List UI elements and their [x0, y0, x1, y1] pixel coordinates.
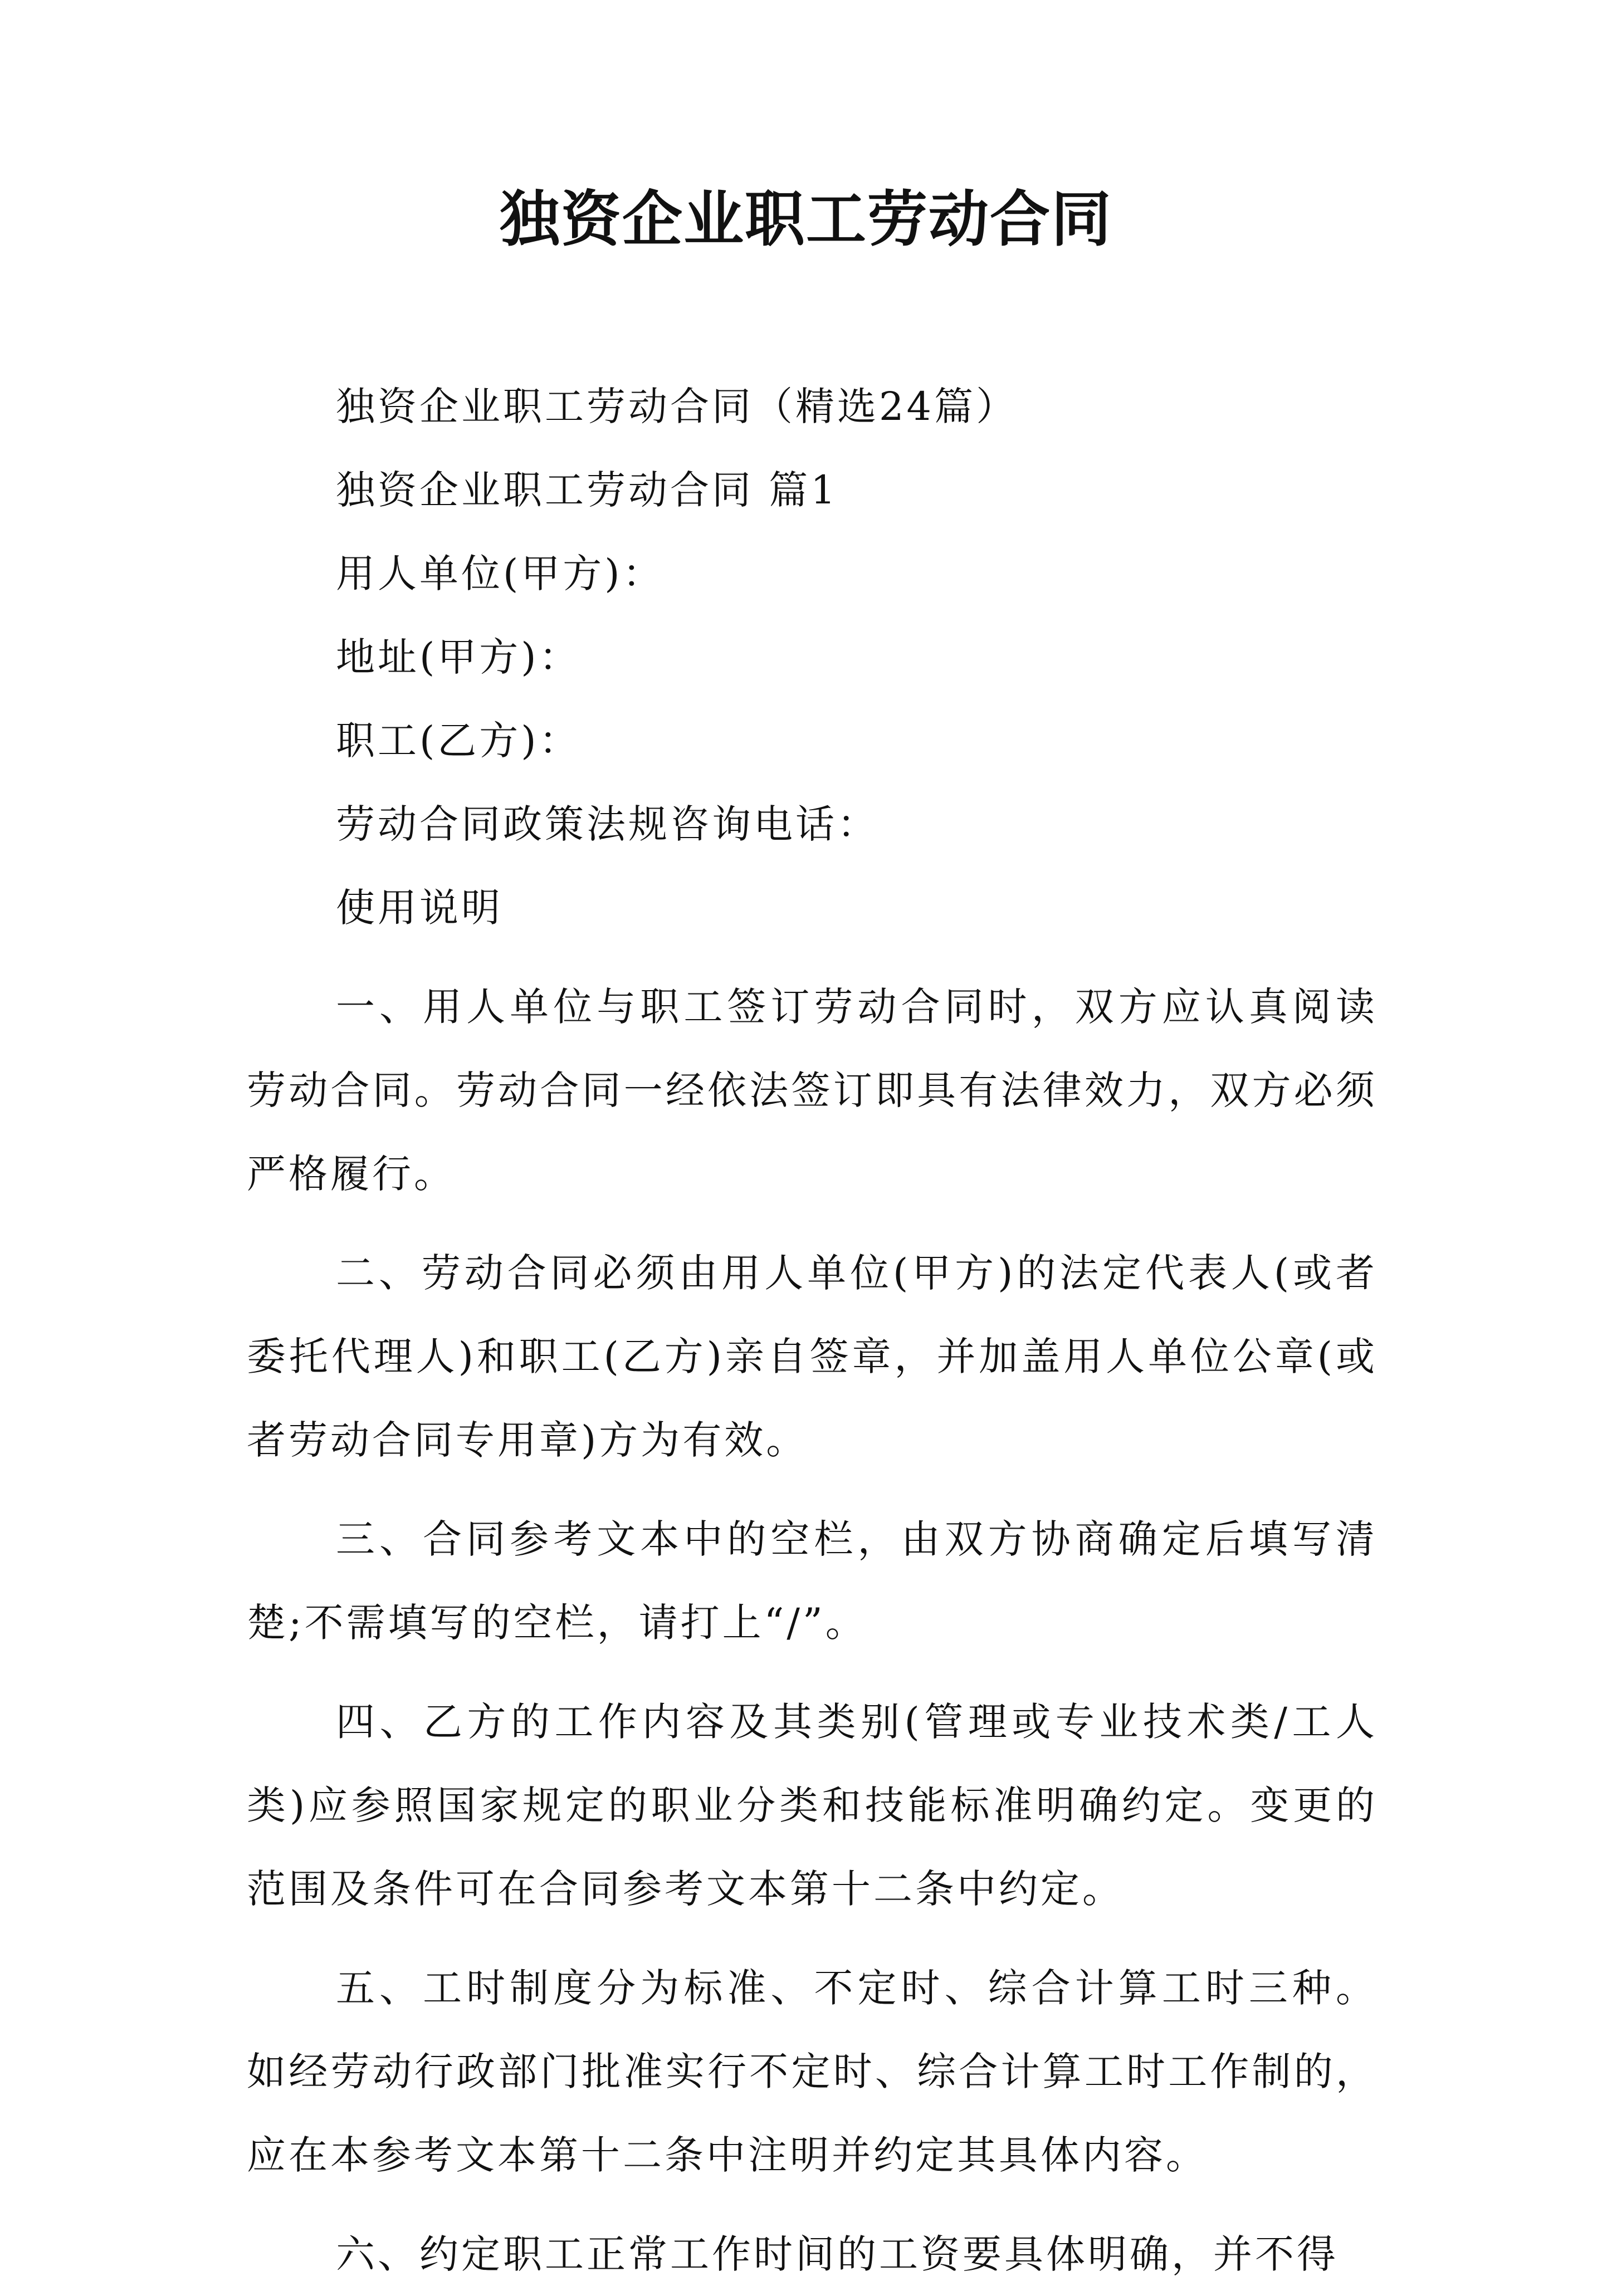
- instruction-paragraph: 一、用人单位与职工签订劳动合同时，双方应认真阅读劳动合同。劳动合同一经依法签订即具有法律效力，双方必须严格履行。: [247, 984, 1377, 1197]
- address-field: 地址(甲方)：: [336, 634, 581, 680]
- instruction-paragraph: 四、乙方的工作内容及其类别(管理或专业技术类/工人类)应参照国家规定的职业分类和技能标准明确约定。变更的范围及条件可在合同参考文本第十二条中约定。: [247, 1699, 1377, 1912]
- document-body: [247, 365, 1377, 2296]
- consult-phone-field: 劳动合同政策法规咨询电话：: [336, 801, 879, 847]
- instruction-paragraph: 三、合同参考文本中的空栏，由双方协商确定后填写清楚;不需填写的空栏，请打上“/”。: [247, 1516, 1377, 1646]
- employer-field: 用人单位(甲方)：: [336, 551, 665, 596]
- instructions-heading: 使用说明: [336, 885, 503, 931]
- document-title: 独资企业职工劳动合同: [499, 184, 1112, 254]
- employee-field: 职工(乙方)：: [336, 718, 581, 763]
- instruction-paragraph: 五、工时制度分为标准、不定时、综合计算工时三种。如经劳动行政部门批准实行不定时、综合计算工时工作制的，应在本参考文本第十二条中注明并约定其具体内容。: [247, 1965, 1377, 2178]
- instruction-paragraph: 六、约定职工正常工作时间的工资要具体明确，并不得: [336, 2231, 1339, 2277]
- subtitle-line: 独资企业职工劳动合同（精选24篇）: [336, 384, 1018, 429]
- section-heading: 独资企业职工劳动合同 篇1: [336, 467, 838, 513]
- instruction-paragraph: 二、劳动合同必须由用人单位(甲方)的法定代表人(或者委托代理人)和职工(乙方)亲自签章，并加盖用人单位公章(或者劳动合同专用章)方为有效。: [247, 1250, 1377, 1463]
